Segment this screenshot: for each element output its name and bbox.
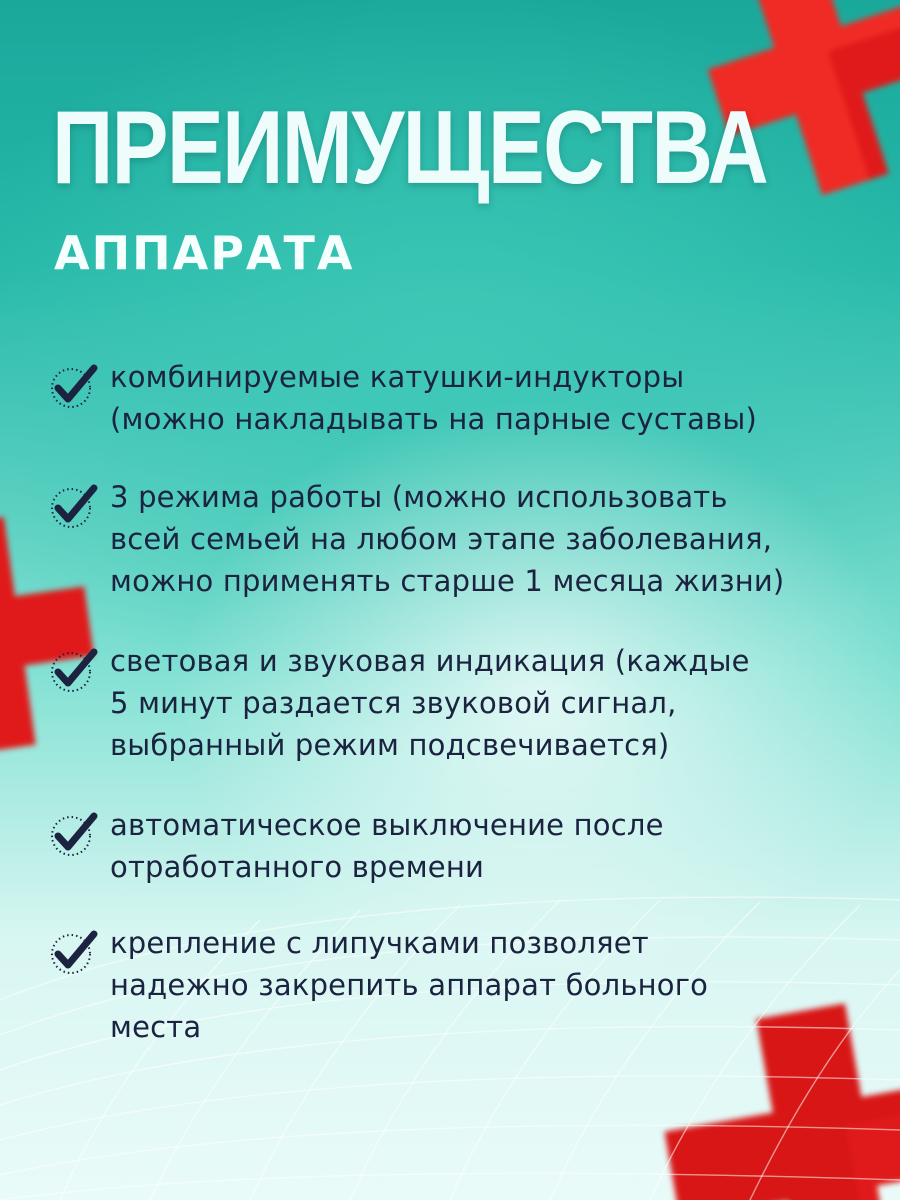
feature-text: автоматическое выключение после отработанного времени [110, 808, 664, 884]
list-item [48, 922, 708, 1048]
check-icon [48, 924, 106, 982]
list-item [48, 804, 664, 888]
feature-text: комбинируемые катушки-индукторы (можно накладывать на парные суставы) [110, 360, 757, 436]
feature-text: 3 режима работы (можно использовать всей семьей на любом этапе заболевания, можно применять старше 1 месяца жизни) [110, 480, 785, 598]
check-icon [48, 642, 106, 700]
check-icon [48, 806, 106, 864]
list-item [48, 476, 784, 602]
feature-text: крепление с липучками позволяет надежно закрепить аппарат больного места [110, 926, 709, 1044]
page-title: ПРЕИМУЩЕСТВА [52, 90, 768, 206]
check-icon [48, 358, 106, 416]
check-icon [48, 478, 106, 536]
page-subtitle: АППАРАТА [54, 226, 355, 280]
list-item [48, 640, 750, 766]
list-item [48, 356, 757, 440]
feature-text: световая и звуковая индикация (каждые 5 минут раздается звуковой сигнал, выбранный режим подсвечивается) [110, 644, 750, 762]
